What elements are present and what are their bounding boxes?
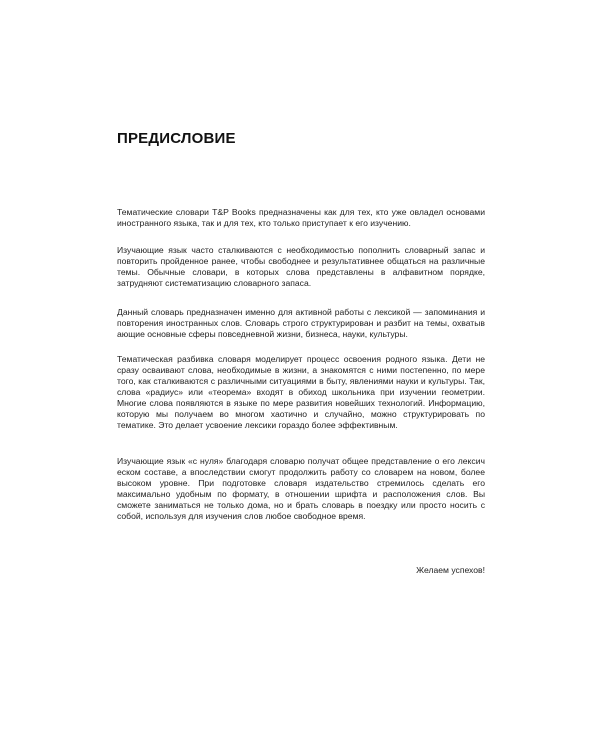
paragraph-thematic-breakdown: Тематическая разбивка словаря моделирует процесс освоения родного языка. Дети не сразу осваивают слова, необходимые в жизни, а знакомятся с ними постепенно, по мере того, как сталкиваются с различными ситуациями в быту, явлениями науки и культуры. Так, слова «радиус» или «теорема» входят в обиход школьника при изучении геометрии. Многие слова появляются в языке по мере развития новейших технологий. Информацию, которую мы получаем во многом хаотично и случайно, можно структурировать по тематике. Это делает усвоение лексики гораздо более эффективным.	[117, 354, 485, 430]
closing-wish: Желаем успехов!	[416, 565, 485, 575]
paragraph-from-scratch: Изучающие язык «с нуля» благодаря словарю получат общее представление о его лексич еском составе, а впоследствии смогут продолжить работу со словарем на новом, более высоком уровне. При подготовке словаря издательство стремилось сделать его максимально удобным по формату, в отношении шрифта и расположения слов. Вы сможете заниматься не только дома, но и брать словарь в поездку или просто носить с собой, используя для изучения слов любое свободное время.	[117, 456, 485, 521]
paragraph-intro: Тематические словари T&P Books предназначены как для тех, кто уже овладел основами иностранного языка, так и для тех, кто только приступает к его изучению.	[117, 207, 485, 228]
page-title: ПРЕДИСЛОВИЕ	[117, 130, 236, 147]
paragraph-dictionary-purpose: Данный словарь предназначен именно для активной работы с лексикой — запоминания и повторения иностранных слов. Словарь строго структурирован и разбит на темы, охватыв ающие основные сферы повседневной жизни, бизнеса, науки, культуры.	[117, 307, 485, 339]
body-text	[117, 207, 485, 538]
paragraph-vocabulary-need: Изучающие язык часто сталкиваются с необходимостью пополнить словарный запас и повторить пройденное ранее, чтобы свободнее и результативнее общаться на различные темы. Обычные словари, в которых слова представлены в алфавитном порядке, затрудняют систематизацию словарного запаса.	[117, 245, 485, 288]
